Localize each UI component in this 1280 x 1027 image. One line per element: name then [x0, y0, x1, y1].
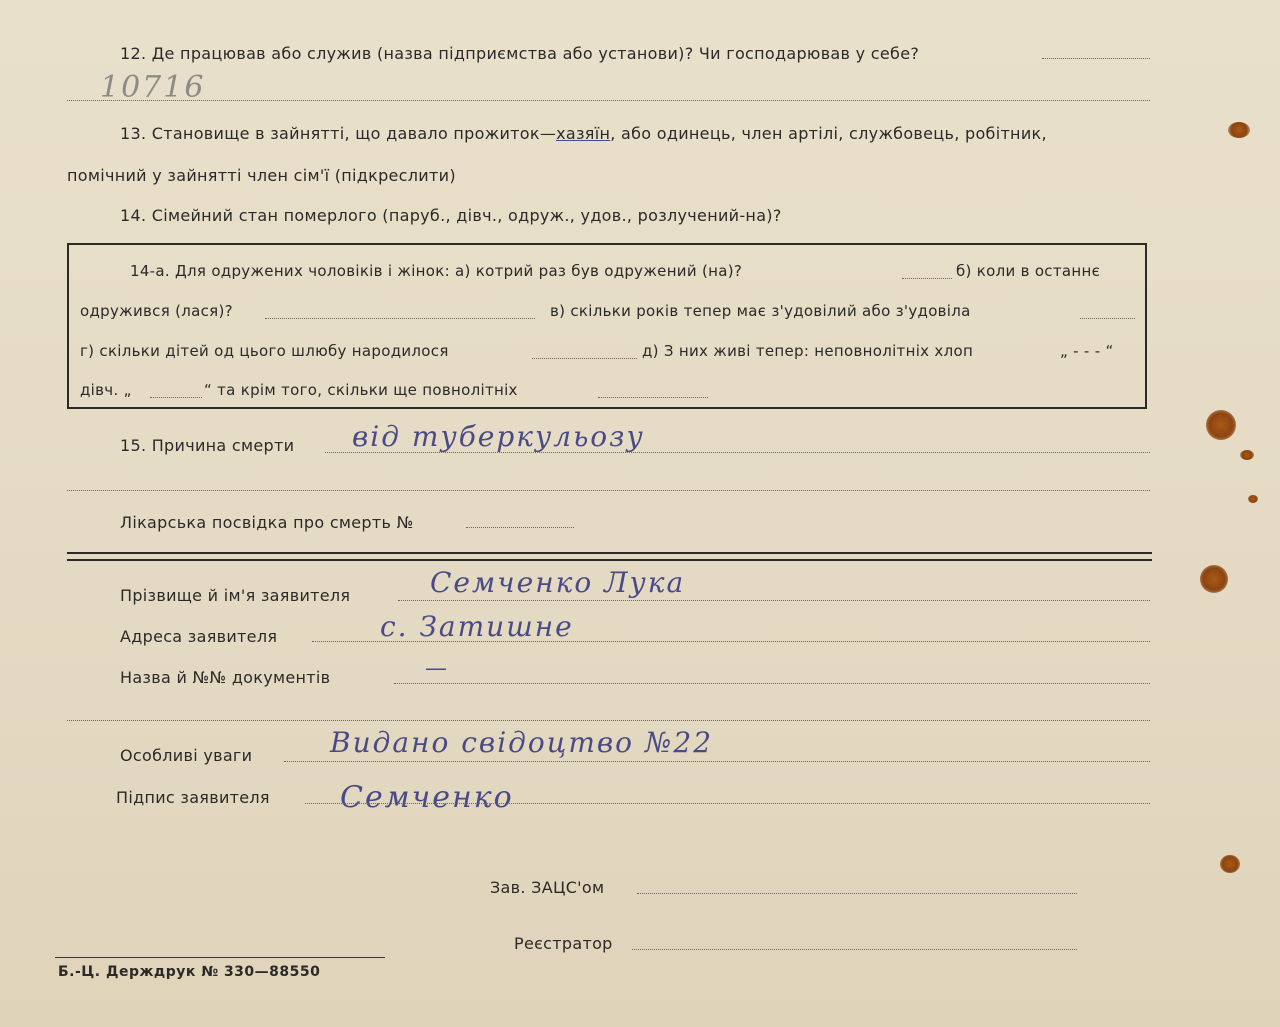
q14a-line2a: одружився (лася)? — [80, 302, 233, 320]
q13-text-b: , або одинець, член артілі, службовець, робітник, — [610, 124, 1047, 143]
registrar-label: Реєстратор — [514, 934, 613, 953]
applicant-address-label: Адреса заявителя — [120, 627, 278, 646]
q14a-line1-blank — [902, 278, 952, 279]
q14a-line2b: в) скільки років тепер має з'удовілий або з'удовіла — [550, 302, 971, 320]
section-divider-bottom — [67, 559, 1152, 561]
registrar-line — [632, 949, 1077, 950]
documents-label: Назва й №№ документів — [120, 668, 331, 687]
printer-imprint: Б.-Ц. Держдрук № 330—88550 — [58, 964, 321, 980]
q12-answer-line — [1042, 58, 1150, 59]
q12-answer-line-2 — [67, 100, 1150, 101]
applicant-name-line — [398, 600, 1150, 601]
q14a-line2-blank — [265, 318, 535, 319]
section-divider-top — [67, 552, 1152, 554]
q13-text-a: 13. Становище в зайнятті, що давало прожиток— — [120, 124, 557, 143]
q14a-line1b: б) коли в останнє — [956, 262, 1101, 280]
q15-answer-line-2 — [67, 490, 1150, 491]
applicant-address-handwritten: с. Затишне — [380, 610, 574, 643]
head-zags-line — [637, 893, 1077, 894]
special-notes-line — [284, 761, 1150, 762]
documents-handwritten: — — [425, 656, 449, 681]
q12-label: 12. Де працював або служив (назва підприємства або установи)? Чи господарював у себе? — [120, 44, 920, 63]
q14a-line3-blank — [532, 358, 637, 359]
q14a-line4a: дівч. „ — [80, 381, 132, 399]
applicant-name-label: Прізвище й ім'я заявителя — [120, 586, 351, 605]
q13-line1 — [120, 124, 1047, 143]
q15-label: 15. Причина смерти — [120, 436, 295, 455]
q14a-line4-blank-2 — [598, 397, 708, 398]
binding-hole — [1206, 410, 1236, 440]
binding-hole — [1240, 450, 1254, 460]
q15-cause-handwritten: від туберкульозу — [352, 420, 645, 453]
special-notes-label: Особливі уваги — [120, 746, 253, 765]
special-notes-handwritten: Видано свідоцтво №22 — [330, 726, 714, 759]
q13-underlined-option: хазяїн — [556, 124, 611, 143]
binding-hole — [1220, 855, 1240, 873]
q14a-line4b: “ та крім того, скільки ще повнолітніх — [204, 381, 518, 399]
q14-label: 14. Сімейний стан померлого (паруб., дівч., одруж., удов., розлучений-на)? — [120, 206, 782, 225]
q14a-line3b: д) З них живі тепер: неповнолітніх хлоп — [642, 342, 974, 360]
q14a-line1a: 14-а. Для одружених чоловіків і жінок: а) котрий раз був одружений (на)? — [130, 262, 743, 280]
applicant-signature: Семченко — [340, 780, 514, 815]
certificate-label: Лікарська посвідка про смерть № — [120, 513, 414, 532]
signature-label: Підпис заявителя — [116, 788, 270, 807]
binding-hole — [1200, 565, 1228, 593]
q14a-line3c: „ - - - “ — [1060, 342, 1114, 360]
q14a-line2-blank-2 — [1080, 318, 1135, 319]
signature-line — [305, 803, 1150, 804]
applicant-name-handwritten: Семченко Лука — [430, 566, 686, 599]
binding-hole — [1248, 495, 1258, 503]
documents-line-2 — [67, 720, 1150, 721]
q14a-line3a: г) скільки дітей од цього шлюбу народилося — [80, 342, 449, 360]
applicant-address-line — [312, 641, 1150, 642]
certificate-number-line — [466, 527, 574, 528]
imprint-rule — [55, 957, 385, 958]
q12-pencil-note: 10716 — [100, 70, 206, 105]
q13-line2: помічний у зайнятті член сім'ї (підкреслити) — [67, 166, 456, 185]
q15-answer-line — [325, 452, 1150, 453]
q14a-line4-blank — [150, 397, 202, 398]
documents-line — [394, 683, 1150, 684]
head-zags-label: Зав. ЗАЦС'ом — [490, 878, 605, 897]
binding-hole — [1228, 122, 1250, 138]
